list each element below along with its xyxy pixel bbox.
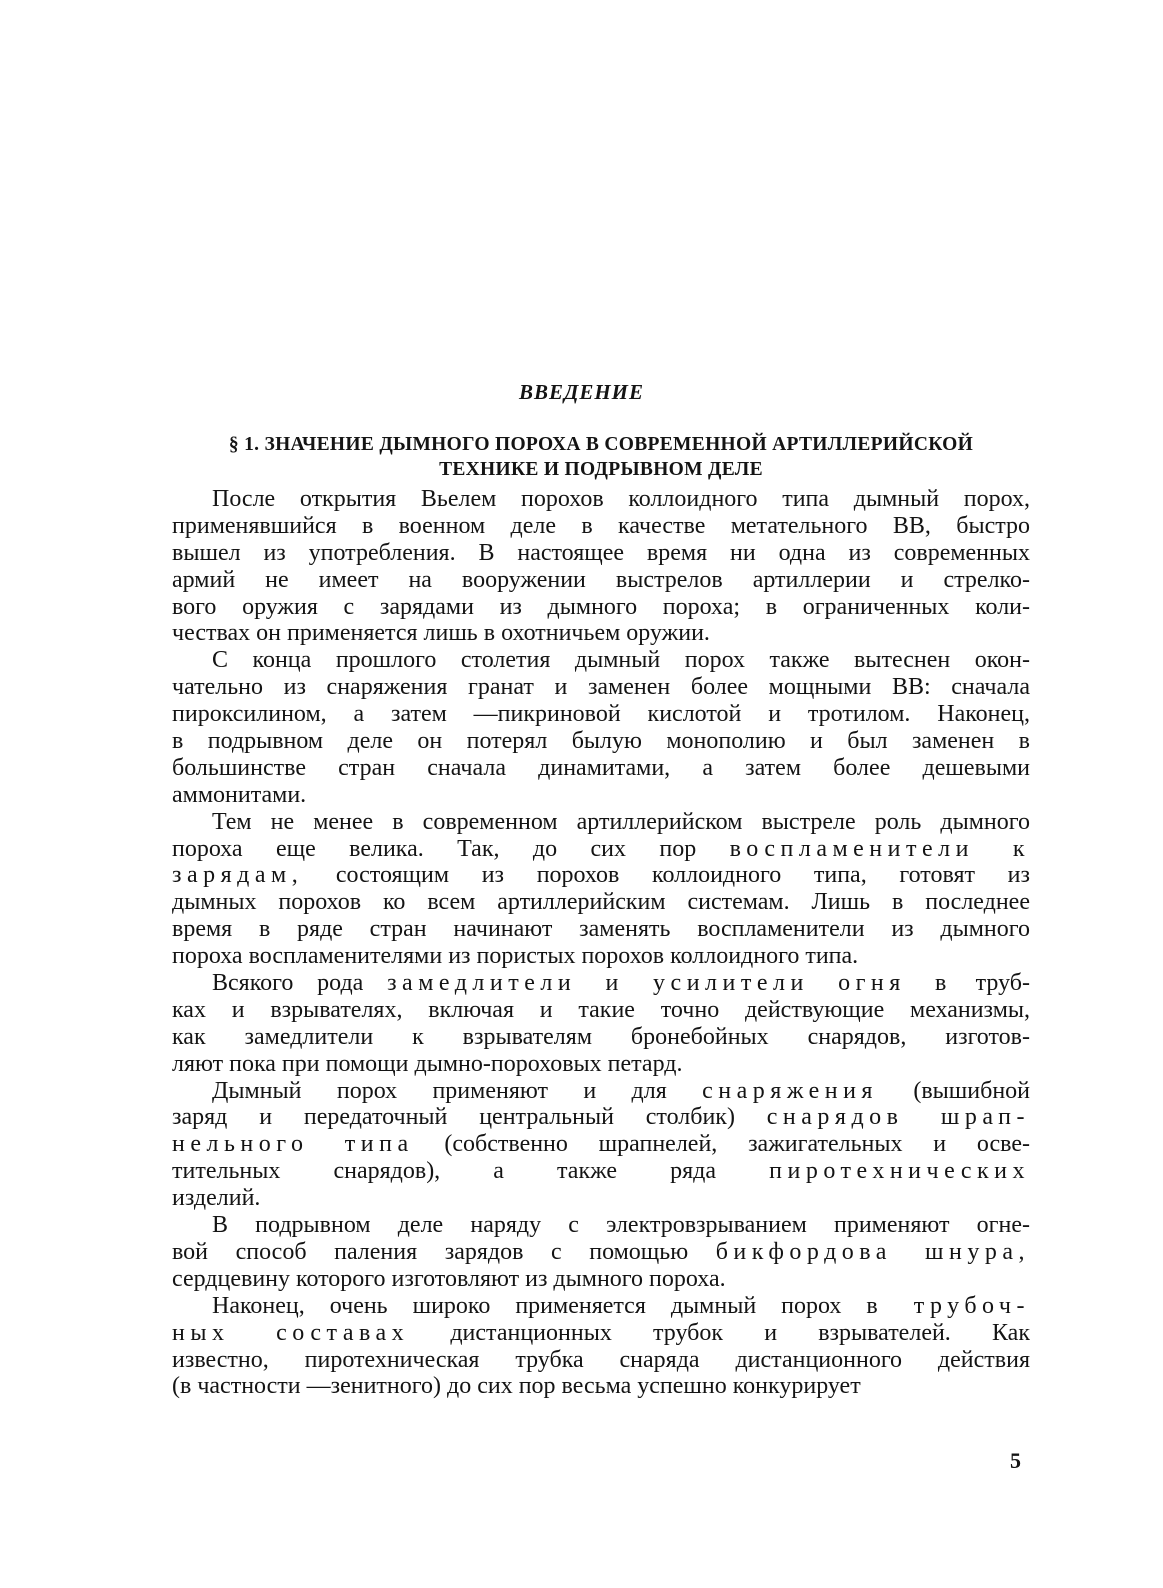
text-segment: дымных порохов ко всем артиллерийским системам. Лишь в последнее [172,889,1030,916]
body-text [172,486,1030,1400]
text-segment: Наконец, очень широко применяется дымный порох [212,1292,867,1319]
spaced-emphasis: пиротехнических [769,1158,1030,1185]
text-segment: изделий. [172,1185,261,1212]
spaced-emphasis: зарядам, [172,862,304,889]
paragraph [172,970,1030,1078]
text-line [172,567,1030,594]
section-title-line: § 1. ЗНАЧЕНИЕ ДЫМНОГО ПОРОХА В СОВРЕМЕННОЙ АРТИЛЛЕРИЙСКОЙ [228,434,974,455]
text-segment: Дымный порох применяют и для [212,1077,703,1104]
section-title-line: ТЕХНИКЕ И ПОДРЫВНОМ ДЕЛЕ [439,459,763,480]
text-line [172,862,1030,889]
text-segment: вышел из употребления. В настоящее время ни одна из современных [172,539,1030,566]
text-line [172,674,1030,701]
text-segment: в подрывном деле он потерял былую монополию и был заменен в [172,728,1030,755]
text-line [172,1051,1030,1078]
text-segment: дистанционных трубок и взрывателей. Как [409,1319,1030,1346]
text-segment: (вышибной [877,1077,1030,1104]
spaced-emphasis: замедлители и усилители огня в [387,970,952,997]
text-line [172,1185,1030,1212]
text-line [172,916,1030,943]
page-number: 5 [1010,1448,1021,1473]
text-segment: сердцевину которого изготовляют из дымного пороха. [172,1265,726,1292]
paragraph [172,1212,1030,1293]
text-line [172,647,1030,674]
text-line [172,1266,1030,1293]
paragraph [172,809,1030,970]
text-line [172,701,1030,728]
text-line [172,970,1030,997]
text-segment: армий не имеет на вооружении выстрелов артиллерии и стрелко- [172,566,1030,593]
text-line [172,889,1030,916]
text-line [172,943,1030,970]
spaced-emphasis: снарядов шрап- [766,1104,1030,1131]
text-segment: чествах он применяется лишь в охотничьем оружии. [172,620,710,647]
text-segment: ляют пока при помощи дымно-пороховых петард. [172,1050,683,1077]
text-segment: В подрывном деле наряду с электровзрыванием применяют огне- [212,1212,1030,1239]
text-segment: С конца прошлого столетия дымный порох также вытеснен окон- [212,647,1030,674]
paragraph [172,1078,1030,1212]
text-segment: аммонитами. [172,781,307,808]
text-line [172,486,1030,513]
text-line [172,1158,1030,1185]
text-line [172,620,1030,647]
text-line [172,513,1030,540]
paragraph [172,1293,1030,1401]
text-segment: (в частности —зенитного) до сих пор весьма успешно конкурирует [172,1373,861,1400]
spaced-emphasis: ных составах [172,1319,410,1346]
text-line [172,1347,1030,1374]
text-segment: большинстве стран сначала динамитами, а затем более дешевыми [172,754,1030,781]
text-line [172,594,1030,621]
text-line [172,809,1030,836]
text-segment: тительных снарядов), а также ряда [172,1158,770,1185]
text-segment: пороха еще велика. Так, до сих пор [172,835,730,862]
text-segment: пироксилином, а затем —пикриновой кислотой и тротилом. Наконец, [172,701,1030,728]
text-segment: Всякого рода [212,970,388,997]
text-line [172,1078,1030,1105]
text-segment: применявшийся в военном деле в качестве метательного ВВ, быстро [172,512,1030,539]
text-line [172,997,1030,1024]
text-line [172,1373,1030,1400]
text-segment: чательно из снаряжения гранат и заменен более мощными ВВ: сначала [172,674,1030,701]
text-line [172,1131,1030,1158]
text-segment: (собственно шрапнелей, зажигательных и осве- [413,1131,1030,1158]
text-segment: вого оружия с зарядами из дымного пороха; в ограниченных коли- [172,593,1030,620]
paragraph [172,486,1030,647]
text-line [172,540,1030,567]
text-line [172,1320,1030,1347]
spaced-emphasis: в трубоч- [866,1292,1030,1319]
text-line [172,1293,1030,1320]
text-line [172,1212,1030,1239]
chapter-title: ВВЕДЕНИЕ [518,380,645,404]
text-segment: вой способ паления зарядов с помощью [172,1238,716,1265]
text-segment: После открытия Вьелем порохов коллоидного типа дымный порох, [212,486,1030,512]
text-line [172,782,1030,809]
text-segment: время в ряде стран начинают заменять воспламенители из дымного [172,916,1030,943]
spaced-emphasis: снаряжения [702,1077,878,1104]
text-segment: заряд и передаточный центральный столбик) [172,1104,767,1131]
spaced-emphasis: нельного типа [172,1131,414,1158]
text-segment: пороха воспламенителями из пористых порохов коллоидного типа. [172,943,859,970]
text-line [172,1104,1030,1131]
spaced-emphasis: бикфордова шнура, [715,1238,1030,1265]
text-segment: ках и взрывателях, включая и такие точно действующие механизмы, [172,996,1030,1023]
text-line [172,836,1030,863]
text-line [172,755,1030,782]
spaced-emphasis: воспламенители к [729,835,1030,862]
text-segment: как замедлители к взрывателям бронебойных снарядов, изготов- [172,1023,1030,1050]
paragraph [172,647,1030,808]
text-segment: Тем не менее в современном артиллерийском выстреле роль дымного [212,808,1030,835]
text-line [172,1024,1030,1051]
section-title [170,432,1032,482]
text-segment: состоящим из порохов коллоидного типа, готовят из [303,862,1030,889]
text-line [172,1239,1030,1266]
text-segment: труб- [951,970,1030,997]
text-line [172,728,1030,755]
text-segment: известно, пиротехническая трубка снаряда дистанционного действия [172,1346,1030,1373]
